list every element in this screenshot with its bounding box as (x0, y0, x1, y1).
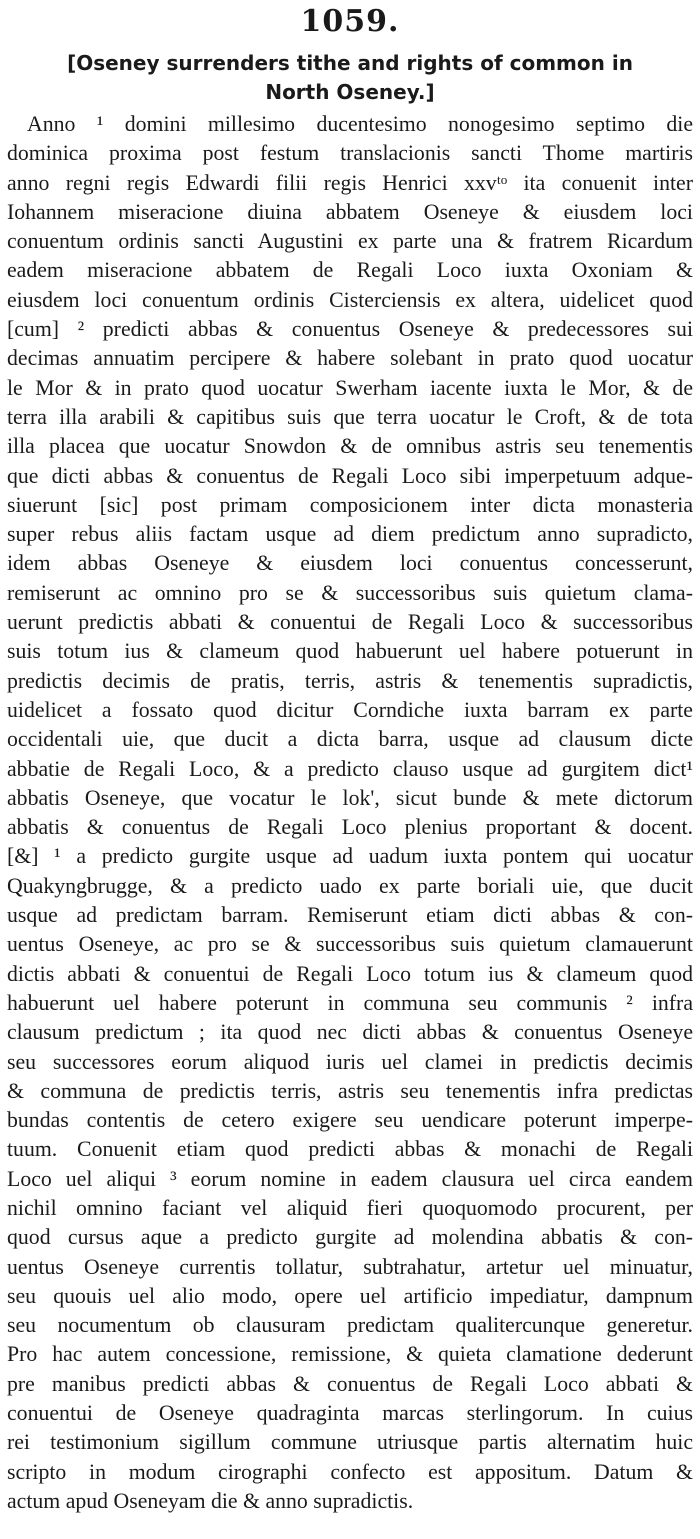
body-line: habuerunt uel habere poterunt in communa seu communis ² infra (7, 990, 693, 1015)
body-line: remiserunt ac omnino pro se & successoribus suis quietum clama- (7, 580, 693, 605)
body-line: suis totum ius & clameum quod habuerunt uel habere potuerunt in (7, 639, 693, 664)
body-line: Quakyngbrugge, & a predicto uado ex parte boriali uie, que ducit (7, 873, 693, 898)
body-line: usque ad predictam barram. Remiserunt etiam dicti abbas & con- (7, 903, 693, 928)
document-heading (7, 49, 693, 107)
body-line: uidelicet a fossato quod dicitur Corndiche iuxta barram ex parte (7, 697, 693, 722)
document-number: 1059. (300, 4, 400, 39)
body-line: le Mor & in prato quod uocatur Swerham iacente iuxta le Mor, & de (7, 375, 693, 400)
heading-line: North Oseney.] (265, 80, 435, 104)
body-line: abbatie de Regali Loco, & a predicto clauso usque ad gurgitem dict¹ (7, 756, 693, 781)
body-line: tuum. Conuenit etiam quod predicti abbas & monachi de Regali (7, 1137, 693, 1162)
body-line: [cum] ² predicti abbas & conuentus Oseneye & predecessores sui (7, 317, 693, 342)
body-line: dictis abbati & conuentui de Regali Loco totum ius & clameum quod (7, 961, 693, 986)
body-line: conuentui de Oseneye quadraginta marcas sterlingorum. In cuius (7, 1401, 693, 1426)
body-line: uentus Oseneye, ac pro se & successoribus suis quietum clamauerunt (7, 932, 693, 957)
body-line: actum apud Oseneyam die & anno supradictis. (7, 1488, 414, 1513)
body-line: siuerunt [sic] post primam composicionem inter dicta monasteria (7, 492, 693, 517)
body-line: eiusdem loci conuentum ordinis Cisterciensis ex altera, uidelicet quod (7, 287, 693, 312)
body-line: Pro hac autem concessione, remissione, & quieta clamatione dederunt (7, 1342, 693, 1367)
body-line: anno regni regis Edwardi filii regis Henrici xxvᵗᵒ ita conuenit inter (7, 170, 693, 195)
body-line: terra illa arabili & capitibus suis que terra uocatur le Croft, & de tota (7, 404, 693, 429)
body-line: abbatis & conuentus de Regali Loco plenius proportant & docent. (7, 815, 693, 840)
body-line: abbatis Oseneye, que vocatur le lok', sicut bunde & mete dictorum (7, 785, 693, 810)
body-line: pre manibus predicti abbas & conuentus de Regali Loco abbati & (7, 1371, 693, 1396)
body-line: occidentali uie, que ducit a dicta barra, usque ad clausum dicte (7, 727, 693, 752)
body-line: dominica proxima post festum translacionis sancti Thome martiris (7, 141, 693, 166)
body-line: idem abbas Oseneye & eiusdem loci conuentus concesserunt, (7, 551, 693, 576)
body-line: decimas annuatim percipere & habere solebant in prato quod uocatur (7, 346, 693, 371)
body-line: conuentum ordinis sancti Augustini ex parte una & fratrem Ricardum (7, 229, 693, 254)
body-line: super rebus aliis factam usque ad diem predictum anno supradicto, (7, 522, 693, 547)
body-line: predictis decimis de pratis, terris, astris & tenementis supradictis, (7, 668, 693, 693)
heading-line: [Oseney surrenders tithe and rights of common in (67, 51, 633, 75)
body-line: quod cursus aque a predicto gurgite ad molendina abbatis & con- (7, 1225, 693, 1250)
body-line: Iohannem miseracione diuina abbatem Oseneye & eiusdem loci (7, 199, 693, 224)
body-line: illa placea que uocatur Snowdon & de omnibus astris seu tenementis (7, 434, 693, 459)
body-line: & communa de predictis terris, astris seu tenementis infra predictas (7, 1078, 693, 1103)
body-line: eadem miseracione abbatem de Regali Loco iuxta Oxoniam & (7, 258, 693, 283)
document-body (7, 110, 693, 1516)
body-line: [&] ¹ a predicto gurgite usque ad uadum iuxta pontem qui uocatur (7, 844, 693, 869)
body-line: uentus Oseneye currentis tollatur, subtrahatur, artetur uel minuatur, (7, 1254, 693, 1279)
body-line: scripto in modum cirographi confecto est appositum. Datum & (7, 1459, 693, 1484)
body-line: que dicti abbas & conuentus de Regali Loco sibi imperpetuum adque- (7, 463, 693, 488)
body-line: Anno ¹ domini millesimo ducentesimo nonogesimo septimo die (27, 112, 693, 136)
body-line: seu nocumentum ob clausuram predictam qualitercunque generetur. (7, 1313, 693, 1338)
body-line: nichil omnino faciant vel aliquid fieri quoquomodo procurent, per (7, 1195, 693, 1220)
body-line: seu successores eorum aliquod iuris uel clamei in predictis decimis (7, 1049, 693, 1074)
body-line: rei testimonium sigillum commune utriusque partis alternatim huic (7, 1430, 693, 1455)
body-line: uerunt predictis abbati & conuentui de Regali Loco & successoribus (7, 610, 693, 635)
body-line: Loco uel aliqui ³ eorum nomine in eadem clausura uel circa eandem (7, 1166, 693, 1191)
body-line: clausum predictum ; ita quod nec dicti abbas & conuentus Oseneye (7, 1020, 693, 1045)
body-line: seu quouis uel alio modo, opere uel artificio impediatur, dampnum (7, 1283, 693, 1308)
body-line: bundas contentis de cetero exigere seu uendicare poterunt imperpe- (7, 1108, 693, 1133)
